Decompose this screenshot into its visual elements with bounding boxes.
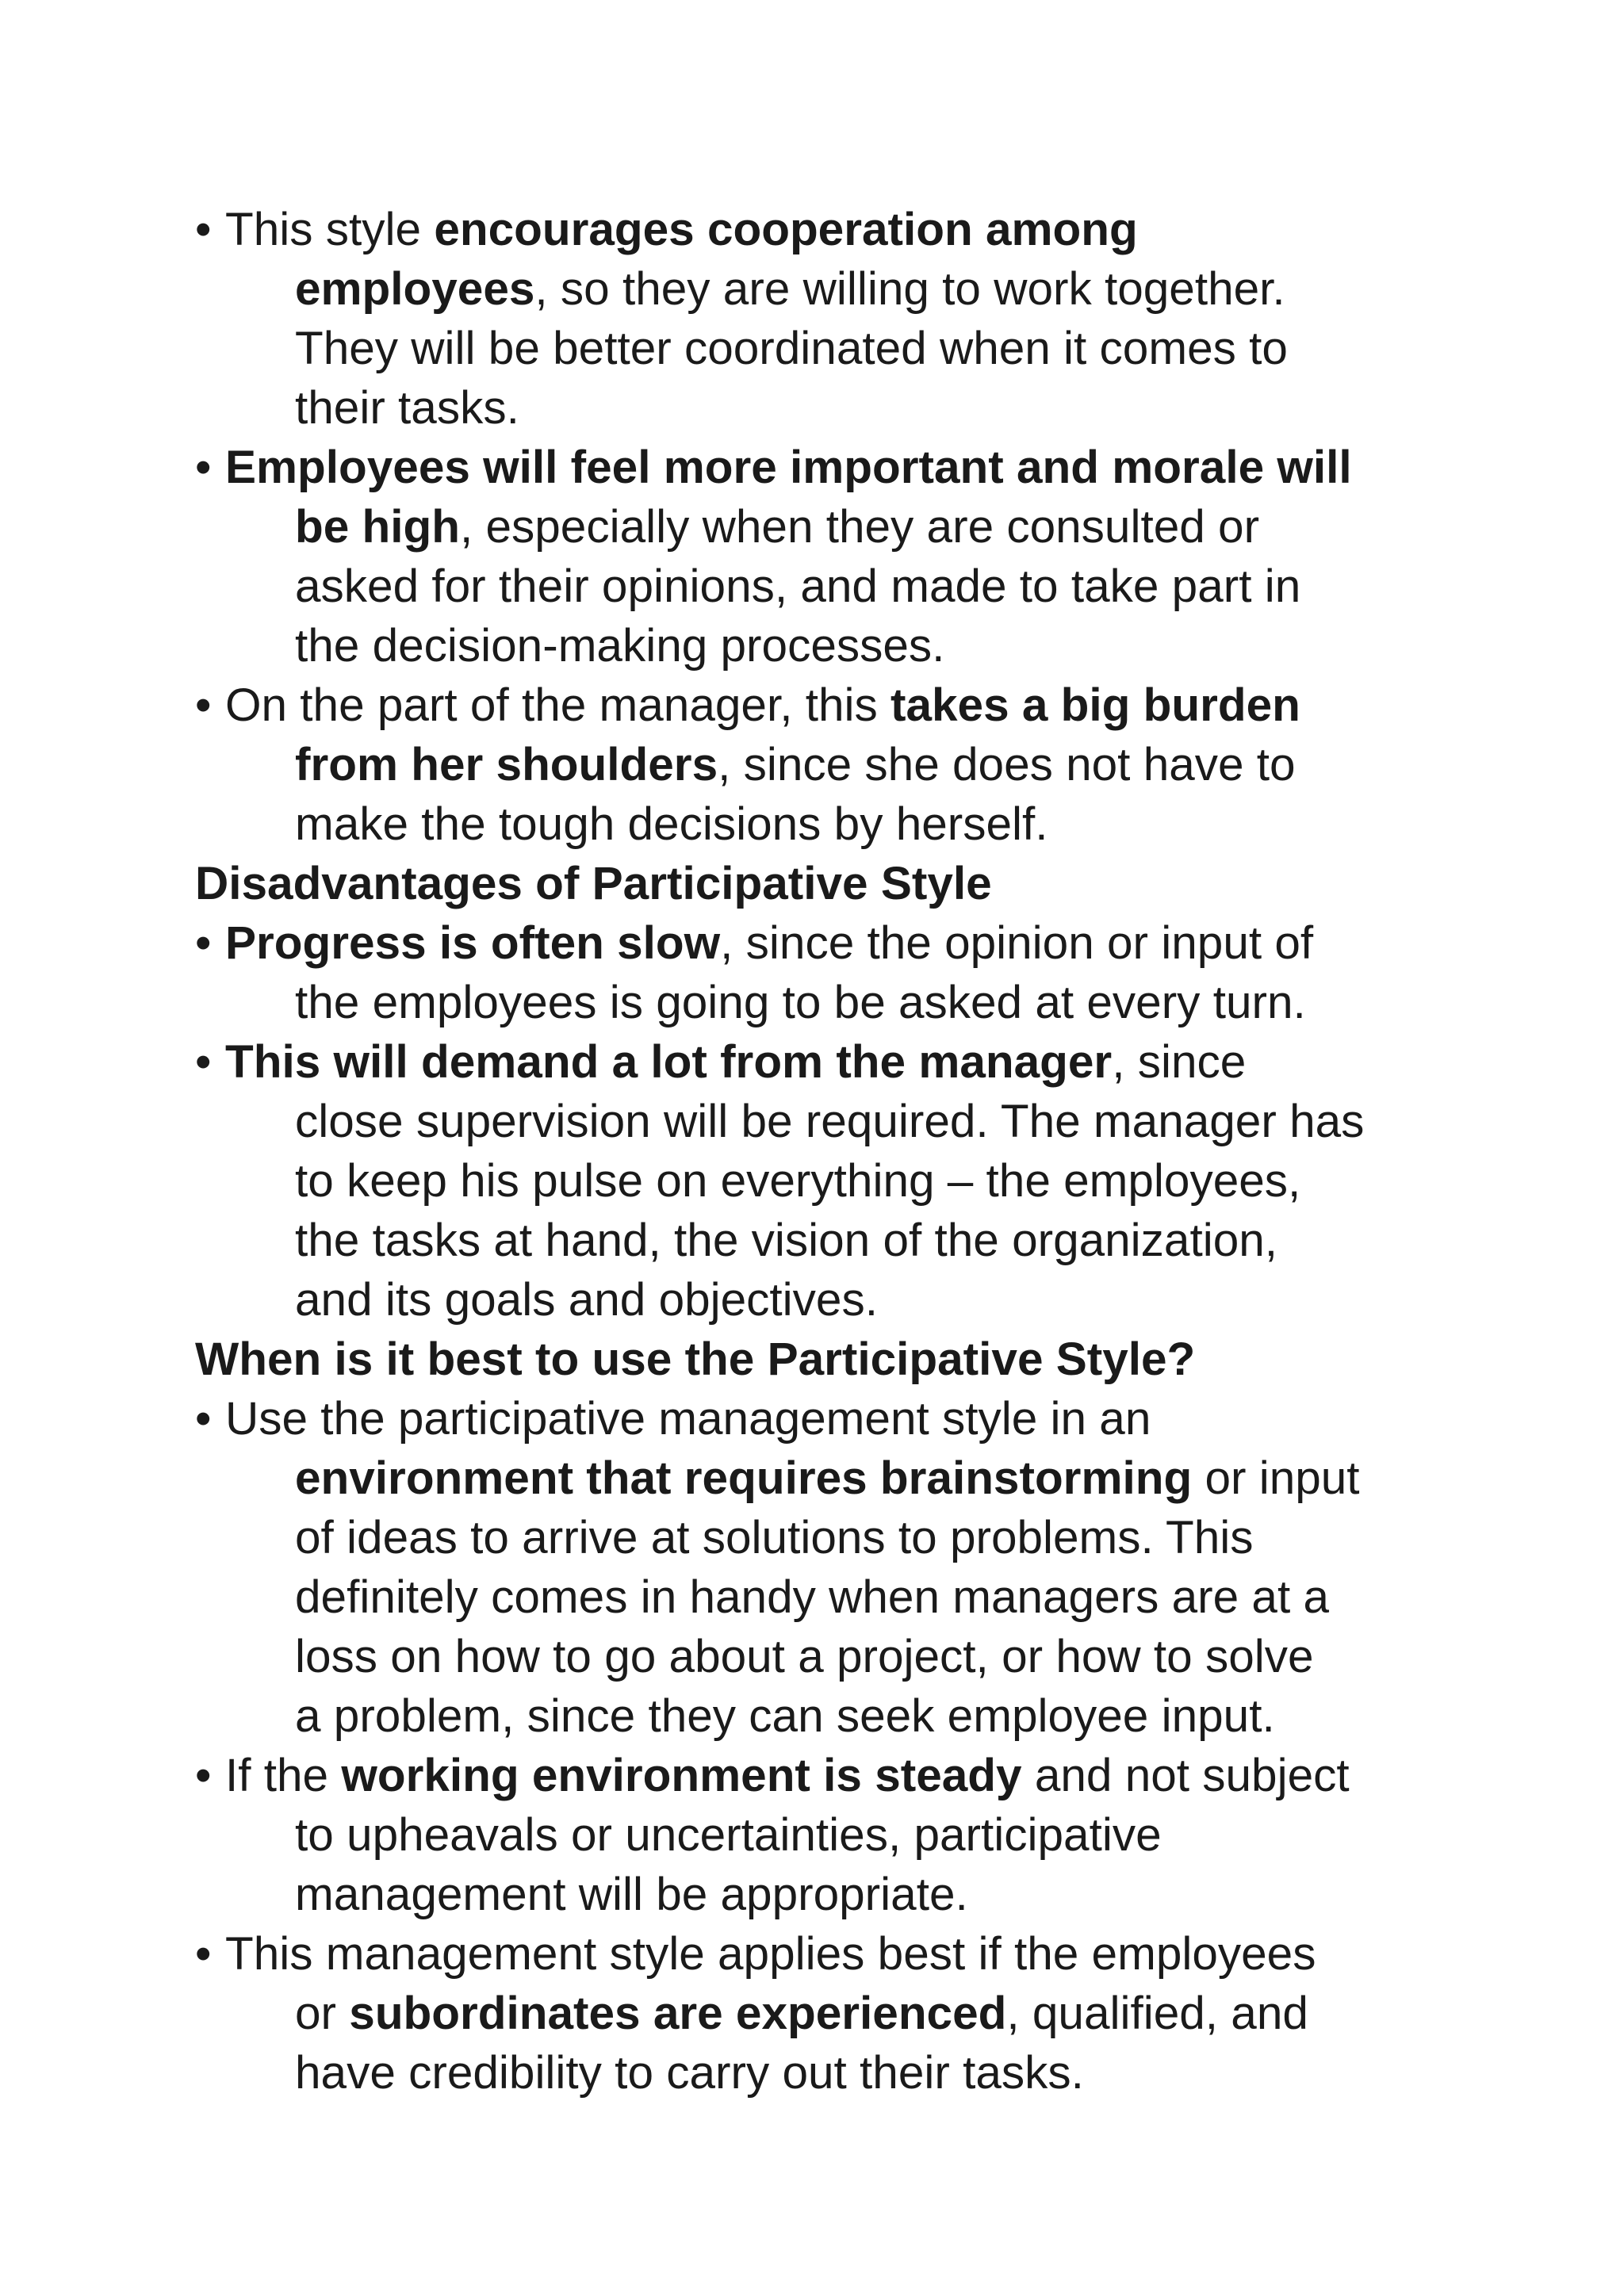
bullet-item xyxy=(195,675,1464,854)
bullet-line xyxy=(295,557,1464,616)
bold-text: This will demand a lot from the manager xyxy=(225,1036,1113,1088)
bullet-line xyxy=(295,2043,1464,2103)
bullet-line xyxy=(295,319,1464,378)
bullet-item xyxy=(195,200,1464,438)
text: to upheavals or uncertainties, participative xyxy=(295,1809,1162,1861)
bold-text: be high xyxy=(295,501,460,553)
text: This style xyxy=(225,204,435,255)
bullet-icon: • xyxy=(195,1393,212,1445)
bullet-icon: • xyxy=(195,1750,212,1801)
text: the tasks at hand, the vision of the organization, xyxy=(295,1215,1278,1266)
text: of ideas to arrive at solutions to problems. This xyxy=(295,1512,1254,1563)
bullet-line xyxy=(295,1448,1464,1508)
bullet-line xyxy=(225,913,1464,973)
bullet-icon: • xyxy=(195,442,212,493)
text: loss on how to go about a project, or how to solve xyxy=(295,1631,1314,1682)
bullet-line xyxy=(295,378,1464,438)
bullet-line xyxy=(225,200,1464,259)
bullet-line xyxy=(295,497,1464,557)
bullet-icon: • xyxy=(195,1036,212,1088)
bullet-line xyxy=(225,1924,1464,1984)
bullet-line xyxy=(295,1984,1464,2043)
text: close supervision will be required. The manager has xyxy=(295,1096,1365,1147)
bullet-line xyxy=(295,616,1464,675)
bullet-line xyxy=(295,735,1464,794)
bullet-line xyxy=(295,1865,1464,1924)
text: or input xyxy=(1192,1452,1360,1504)
bold-text: Progress is often slow xyxy=(225,917,721,969)
bullet-line xyxy=(295,1805,1464,1865)
bullet-line xyxy=(295,973,1464,1032)
bullet-line xyxy=(225,1389,1464,1448)
text: the decision-making processes. xyxy=(295,620,945,672)
bold-text: from her shoulders xyxy=(295,739,718,790)
text: have credibility to carry out their tasks. xyxy=(295,2047,1084,2099)
text: definitely comes in handy when managers are at a xyxy=(295,1571,1329,1623)
bold-text: Employees will feel more important and morale will xyxy=(225,442,1352,493)
section-heading: When is it best to use the Participative Style? xyxy=(195,1334,1196,1385)
bold-text: employees xyxy=(295,263,535,315)
bullet-item xyxy=(195,1924,1464,2103)
document-page xyxy=(195,200,1464,2103)
text: Use the participative management style in an xyxy=(225,1393,1151,1445)
text: , so they are willing to work together. xyxy=(534,263,1285,315)
bullet-line xyxy=(295,1211,1464,1270)
bullet-icon: • xyxy=(195,204,212,255)
section-heading: Disadvantages of Participative Style xyxy=(195,858,992,909)
bullet-item xyxy=(195,1746,1464,1924)
bullet-item xyxy=(195,438,1464,675)
bullet-item xyxy=(195,1389,1464,1746)
bullet-line xyxy=(295,1686,1464,1746)
text: make the tough decisions by herself. xyxy=(295,798,1048,850)
bullet-line xyxy=(295,794,1464,854)
bullet-item xyxy=(195,913,1464,1032)
bullet-line xyxy=(225,1032,1464,1092)
text: and its goals and objectives. xyxy=(295,1274,878,1326)
text: , especially when they are consulted or xyxy=(459,501,1260,553)
text: a problem, since they can seek employee input. xyxy=(295,1690,1275,1742)
text: the employees is going to be asked at every turn. xyxy=(295,977,1306,1028)
text: or xyxy=(295,1988,350,2039)
bullet-line xyxy=(295,1508,1464,1567)
bullet-icon: • xyxy=(195,679,212,731)
text: and not subject xyxy=(1021,1750,1350,1801)
text: management will be appropriate. xyxy=(295,1869,968,1920)
bullet-line xyxy=(225,675,1464,735)
text: to keep his pulse on everything – the employees, xyxy=(295,1155,1301,1207)
bullet-line xyxy=(295,1092,1464,1151)
bullet-line xyxy=(225,438,1464,497)
bold-text: takes a big burden xyxy=(891,679,1300,731)
bold-text: environment that requires brainstorming xyxy=(295,1452,1193,1504)
text: They will be better coordinated when it comes to xyxy=(295,323,1288,374)
bullet-icon: • xyxy=(195,1928,212,1980)
text: their tasks. xyxy=(295,382,519,434)
bold-text: encourages cooperation among xyxy=(434,204,1138,255)
bullet-line xyxy=(295,259,1464,319)
text: This management style applies best if the employees xyxy=(225,1928,1316,1980)
text: , since she does not have to xyxy=(718,739,1296,790)
bullet-item xyxy=(195,1032,1464,1330)
bullet-line xyxy=(295,1567,1464,1627)
text: , qualified, and xyxy=(1006,1988,1308,2039)
text: , since xyxy=(1112,1036,1247,1088)
bullet-line xyxy=(295,1151,1464,1211)
text: On the part of the manager, this xyxy=(225,679,891,731)
bold-text: working environment is steady xyxy=(341,1750,1022,1801)
bullet-line xyxy=(295,1627,1464,1686)
text: If the xyxy=(225,1750,342,1801)
bold-text: subordinates are experienced xyxy=(349,1988,1007,2039)
text: , since the opinion or input of xyxy=(720,917,1314,969)
bullet-line xyxy=(295,1270,1464,1330)
bullet-icon: • xyxy=(195,917,212,969)
text: asked for their opinions, and made to take part in xyxy=(295,561,1301,612)
bullet-line xyxy=(225,1746,1464,1805)
